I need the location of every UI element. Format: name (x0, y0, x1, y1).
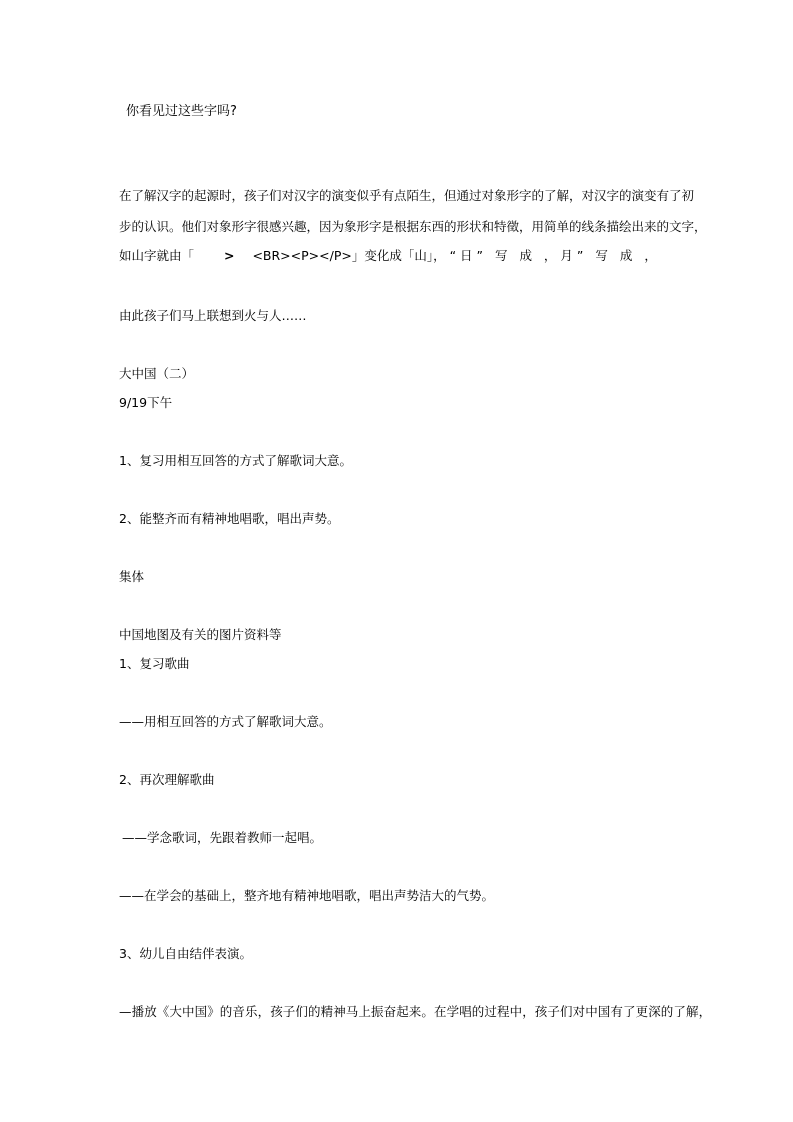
lesson-date: 9/19下午 (119, 395, 173, 410)
step-2-detail-a: ——学念歌词，先跟着教师一起唱。 (122, 830, 323, 845)
objective-1: 1、复习用相互回答的方式了解歌词大意。 (119, 453, 352, 468)
lesson-title: 大中国（二） (119, 366, 195, 381)
paragraph-line-2: 步的认识。他们对象形字很感兴趣，因为象形字是根据东西的形状和特徵，用简单的线条描绘出来的文字， (119, 219, 707, 234)
paragraph-line-3-tags: <BR><P></P>」变化成「山」， (252, 248, 446, 263)
closing-paragraph: —播放《大中国》的音乐，孩子们的精神马上振奋起来。在学唱的过程中，孩子们对中国有了更深的了解， (119, 1004, 712, 1019)
paragraph-line-3-start: 如山字就由「 (119, 248, 195, 263)
step-2: 2、再次理解歌曲 (119, 772, 215, 787)
paragraph-line-1: 在了解汉字的起源时，孩子们对汉字的演变似乎有点陌生，但通过对象形字的了解，对汉字的演变有了初 (119, 188, 695, 203)
step-3: 3、幼儿自由结伴表演。 (119, 946, 252, 961)
step-1-detail: ——用相互回答的方式了解歌词大意。 (119, 714, 332, 729)
step-1: 1、复习歌曲 (119, 656, 190, 671)
paragraph-line-3-end: “日” 写 成 ，月” 写 成 ， (449, 248, 661, 263)
objective-2: 2、能整齐而有精神地唱歌，唱出声势。 (119, 511, 340, 526)
paragraph-line-4: 由此孩子们马上联想到火与人…… (119, 308, 307, 323)
paragraph-line-3 (119, 248, 661, 264)
step-2-detail-b: ——在学会的基础上，整齐地有精神地唱歌，唱出声势洁大的气势。 (119, 888, 495, 903)
intro-question: 你看见过这些字吗? (126, 104, 237, 119)
preparation: 中国地图及有关的图片资料等 (119, 627, 282, 642)
activity-form: 集体 (119, 569, 145, 584)
arrow-symbol: > (223, 248, 235, 263)
